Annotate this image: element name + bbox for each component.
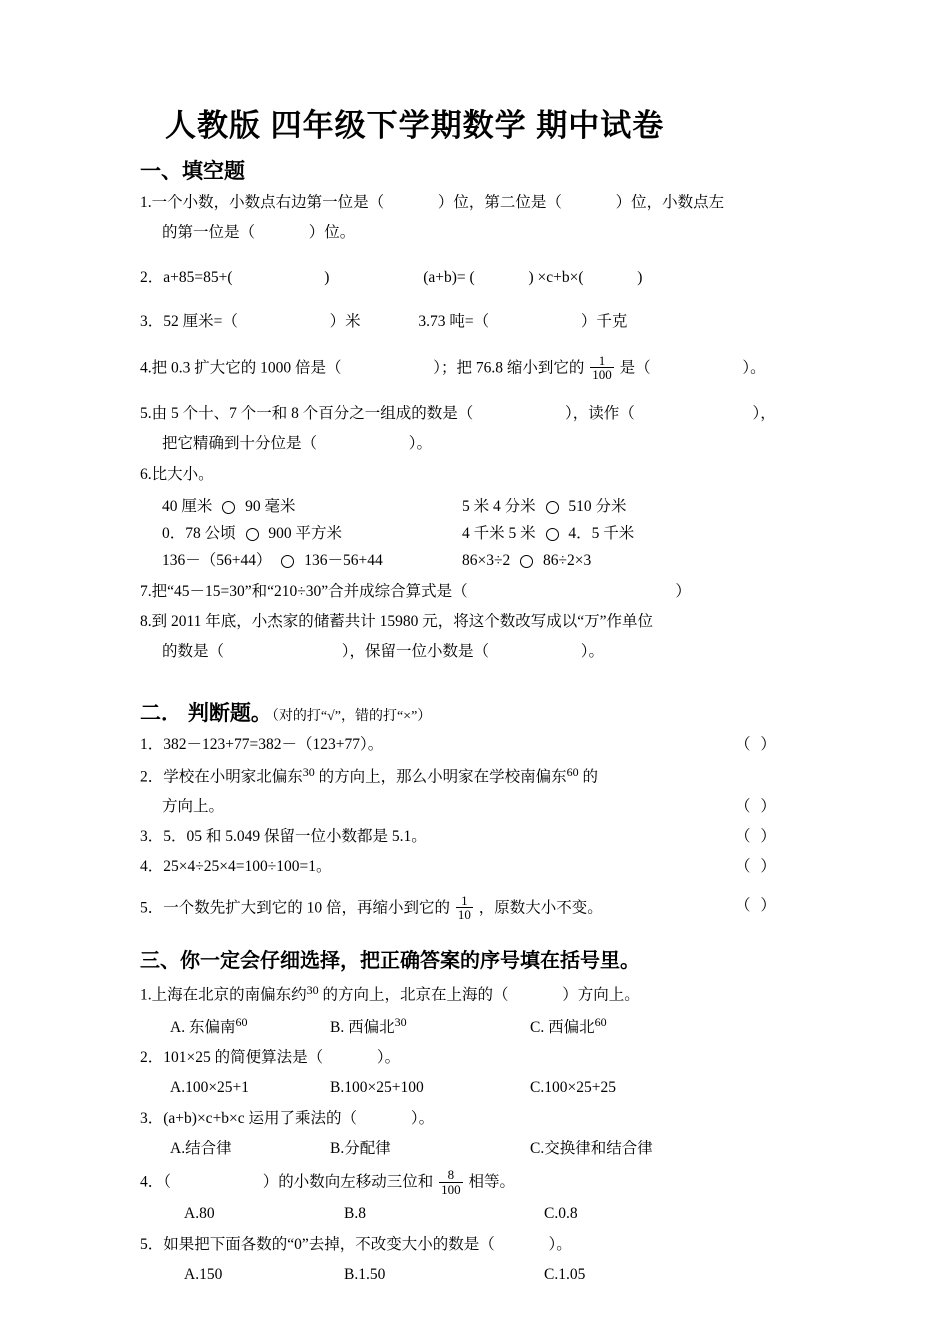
q1-part-c: ）位，小数点左	[615, 194, 725, 211]
q1-part-a: 1.一个小数，小数点右边第一位是（	[140, 194, 385, 211]
q2-part-b: )	[324, 268, 330, 286]
q1-part-d: 的第一位是（	[162, 224, 256, 242]
tf-1-text: 1．382－123+77=382－（123+77）。	[140, 736, 384, 754]
compare-circle[interactable]	[546, 528, 559, 541]
cmp-2-left-a: 0．78 公顷	[162, 525, 236, 543]
compare-circle[interactable]	[546, 501, 559, 514]
question-3-1-options	[170, 1013, 855, 1040]
q1-part-b: ）位，第二位是（	[437, 194, 562, 211]
tf-2-text-2: 方向上。	[162, 798, 225, 816]
compare-circle[interactable]	[520, 555, 533, 568]
q5-part-b: ），读作（	[565, 405, 635, 423]
question-3-4-options	[170, 1202, 855, 1227]
q3-4-text-b: ）的小数向左移动三位和	[262, 1173, 434, 1191]
tf-4-text: 4．25×4÷25×4=100÷100=1。	[140, 857, 332, 875]
option-b[interactable]: B.分配律	[330, 1140, 391, 1158]
tf-3-answer-box[interactable]: （ ）	[735, 827, 779, 845]
fraction-one-hundredth	[590, 354, 614, 382]
cmp-1-right-a: 5 米 4 分米	[462, 497, 536, 515]
compare-row-3	[162, 547, 855, 574]
tf-5-text-a: 5．一个数先扩大到它的 10 倍，再缩小到它的	[140, 899, 451, 917]
q2-part-e: )	[637, 268, 643, 286]
question-1-4	[140, 354, 855, 382]
tf-2-degree-b: 60	[566, 764, 579, 779]
tf-item-2-cont	[140, 795, 855, 820]
q3-part-d: ）千克	[580, 312, 628, 330]
option-c[interactable]	[530, 1013, 607, 1040]
question-3-1	[140, 981, 855, 1007]
tf-5-answer-box[interactable]: （ ）	[735, 896, 779, 914]
question-1-3	[140, 310, 855, 334]
question-3-2-options	[170, 1076, 855, 1101]
cmp-3-left-b: 136－56+44	[304, 552, 383, 570]
question-3-3	[140, 1107, 855, 1131]
option-b[interactable]: B.1.50	[344, 1266, 386, 1284]
q2-part-c: (a+b)= (	[423, 268, 475, 286]
q3-4-text-c: 相等。	[468, 1173, 516, 1191]
question-1-1-cont	[162, 221, 855, 246]
compare-circle[interactable]	[246, 528, 259, 541]
q3-part-b: ）米	[329, 312, 361, 330]
cmp-2-right-a: 4 千米 5 米	[462, 525, 536, 543]
option-b[interactable]: B.8	[344, 1205, 366, 1223]
compare-circle[interactable]	[222, 501, 235, 514]
tf-3-text: 3．5．05 和 5.049 保留一位小数都是 5.1。	[140, 827, 427, 845]
question-3-5	[140, 1233, 855, 1257]
tf-item-3	[140, 825, 855, 850]
q4-part-c: 是（	[619, 359, 651, 377]
section-2-title: 二． 判断题。	[140, 702, 272, 726]
q5-part-d: 把它精确到十分位是（	[162, 435, 318, 453]
compare-row-2	[162, 520, 855, 547]
option-a[interactable]: A.结合律	[170, 1140, 232, 1158]
q8-part-d: ）。	[580, 643, 605, 661]
question-3-3-options	[170, 1137, 855, 1162]
question-1-1	[140, 191, 855, 215]
question-1-8-cont	[162, 640, 855, 665]
cmp-1-left-b: 90 毫米	[245, 497, 296, 515]
q3-5-text-b: ）。	[548, 1236, 572, 1254]
option-b[interactable]	[330, 1013, 530, 1040]
tf-2-text-b: 的方向上，那么小明家在学校南偏东	[318, 768, 567, 786]
q4-part-a: 4.把 0.3 扩大它的 1000 倍是（	[140, 359, 342, 377]
q8-part-c: ），保留一位小数是（	[341, 643, 490, 661]
option-c-degree: 60	[594, 1015, 607, 1030]
q1-part-e: ）位。	[308, 224, 356, 242]
option-b-degree: 30	[394, 1015, 407, 1030]
q3-1-text-a: 1.上海在北京的南偏东约	[140, 986, 307, 1004]
q3-part-a: 3．52 厘米=（	[140, 312, 238, 330]
fraction-denominator: 100	[592, 367, 612, 383]
tf-5-text-b: ，原数大小不变。	[478, 899, 603, 917]
cmp-1-left-a: 40 厘米	[162, 497, 213, 515]
q2-part-d: ) ×c+b×(	[528, 268, 584, 286]
q3-1-degree: 30	[306, 982, 319, 997]
q2-part-a: 2．a+85=85+(	[140, 268, 233, 286]
cmp-2-left-b: 900 平方米	[268, 525, 343, 543]
q5-part-a: 5.由 5 个十、7 个一和 8 个百分之一组成的数是（	[140, 405, 474, 423]
option-a[interactable]: A.150	[184, 1266, 223, 1284]
option-a-label: A. 东偏南	[170, 1018, 236, 1036]
question-1-6: 6.比大小。	[140, 465, 214, 483]
fraction-denominator: 10	[457, 907, 471, 923]
tf-1-answer-box[interactable]: （ ）	[735, 736, 779, 754]
fraction-one-tenth	[456, 894, 473, 922]
compare-row-1	[162, 493, 855, 520]
page-title: 人教版 四年级下学期数学 期中试卷	[165, 108, 665, 143]
q3-2-text: 2．101×25 的简便算法是（	[140, 1049, 324, 1067]
tf-item-5	[140, 894, 855, 922]
compare-circle[interactable]	[281, 555, 294, 568]
tf-2-spacer	[735, 763, 855, 790]
option-a[interactable]	[170, 1013, 330, 1040]
q4-part-b: ）；把 76.8 缩小到它的	[433, 359, 585, 377]
q7-part-b: ）	[675, 583, 691, 601]
fraction-denominator: 100	[441, 1181, 461, 1197]
option-a[interactable]: A.100×25+1	[170, 1079, 250, 1097]
option-b-label: B. 西偏北	[330, 1018, 395, 1036]
option-c-label: C. 西偏北	[530, 1018, 595, 1036]
q4-part-d: ）。	[742, 359, 766, 377]
tf-item-4	[140, 855, 855, 880]
q3-2-text-b: ）。	[376, 1049, 401, 1067]
q8-part-b: 的数是（	[162, 643, 225, 661]
cmp-3-right-a: 86×3÷2	[462, 552, 511, 570]
tf-2-degree-a: 30	[302, 764, 315, 779]
tf-item-1	[140, 733, 855, 758]
option-a-degree: 60	[235, 1015, 248, 1030]
tf-2-text-c: 的	[582, 768, 599, 786]
q3-1-text-c: ）方向上。	[562, 986, 640, 1004]
option-c[interactable]: C.1.05	[544, 1266, 586, 1284]
question-3-4	[140, 1168, 855, 1196]
q3-3-text: 3．(a+b)×c+b×c 运用了乘法的（	[140, 1110, 358, 1128]
tf-item-2	[140, 763, 855, 790]
q7-part-a: 7.把“45－15=30”和“210÷30”合并成综合算式是（	[140, 583, 468, 601]
option-c[interactable]: C.100×25+25	[530, 1079, 616, 1097]
cmp-3-left-a: 136－（56+44）	[162, 552, 272, 570]
q3-part-c: 3.73 吨=（	[418, 312, 490, 330]
tf-5-text	[140, 894, 735, 922]
question-3-5-options	[170, 1263, 855, 1288]
fraction-eight-hundredths	[439, 1168, 463, 1196]
q5-part-e: ）。	[408, 435, 433, 453]
cmp-1-right-b: 510 分米	[568, 497, 627, 515]
option-a[interactable]: A.80	[184, 1205, 215, 1223]
section-1-heading: 一、填空题	[140, 160, 245, 183]
fraction-numerator: 8	[439, 1168, 463, 1183]
question-1-2	[140, 266, 855, 290]
cmp-3-right-b: 86÷2×3	[543, 552, 592, 570]
option-c[interactable]: C.交换律和结合律	[530, 1140, 653, 1158]
fraction-numerator: 1	[590, 354, 614, 369]
section-3-heading: 三、你一定会仔细选择，把正确答案的序号填在括号里。	[140, 949, 640, 972]
tf-2-answer-box[interactable]: （ ）	[735, 798, 779, 816]
option-b[interactable]: B.100×25+100	[330, 1079, 424, 1097]
q3-3-text-b: ）。	[410, 1110, 435, 1128]
question-1-5	[140, 402, 855, 426]
question-1-8: 8.到 2011 年底，小杰家的储蓄共计 15980 元，将这个数改写成以“万”作单位	[140, 613, 654, 631]
q3-1-text-b: 的方向上，北京在上海的（	[322, 986, 509, 1004]
question-3-2	[140, 1046, 855, 1070]
q3-5-text: 5．如果把下面各数的“0”去掉，不改变大小的数是（	[140, 1236, 495, 1254]
option-c[interactable]: C.0.8	[544, 1205, 578, 1223]
section-2-heading	[140, 697, 855, 727]
fraction-numerator: 1	[456, 894, 473, 909]
q5-part-c: ），	[752, 405, 776, 423]
tf-4-answer-box[interactable]: （ ）	[735, 857, 779, 875]
tf-2-text-a: 2．学校在小明家北偏东	[140, 768, 303, 786]
question-1-7	[140, 580, 855, 604]
question-1-5-cont	[162, 432, 855, 457]
q3-4-text-a: 4．（	[140, 1173, 172, 1191]
cmp-2-right-b: 4．5 千米	[568, 525, 635, 543]
tf-2-text	[140, 763, 735, 790]
section-2-note: （对的打“√”，错的打“×”）	[271, 709, 432, 725]
